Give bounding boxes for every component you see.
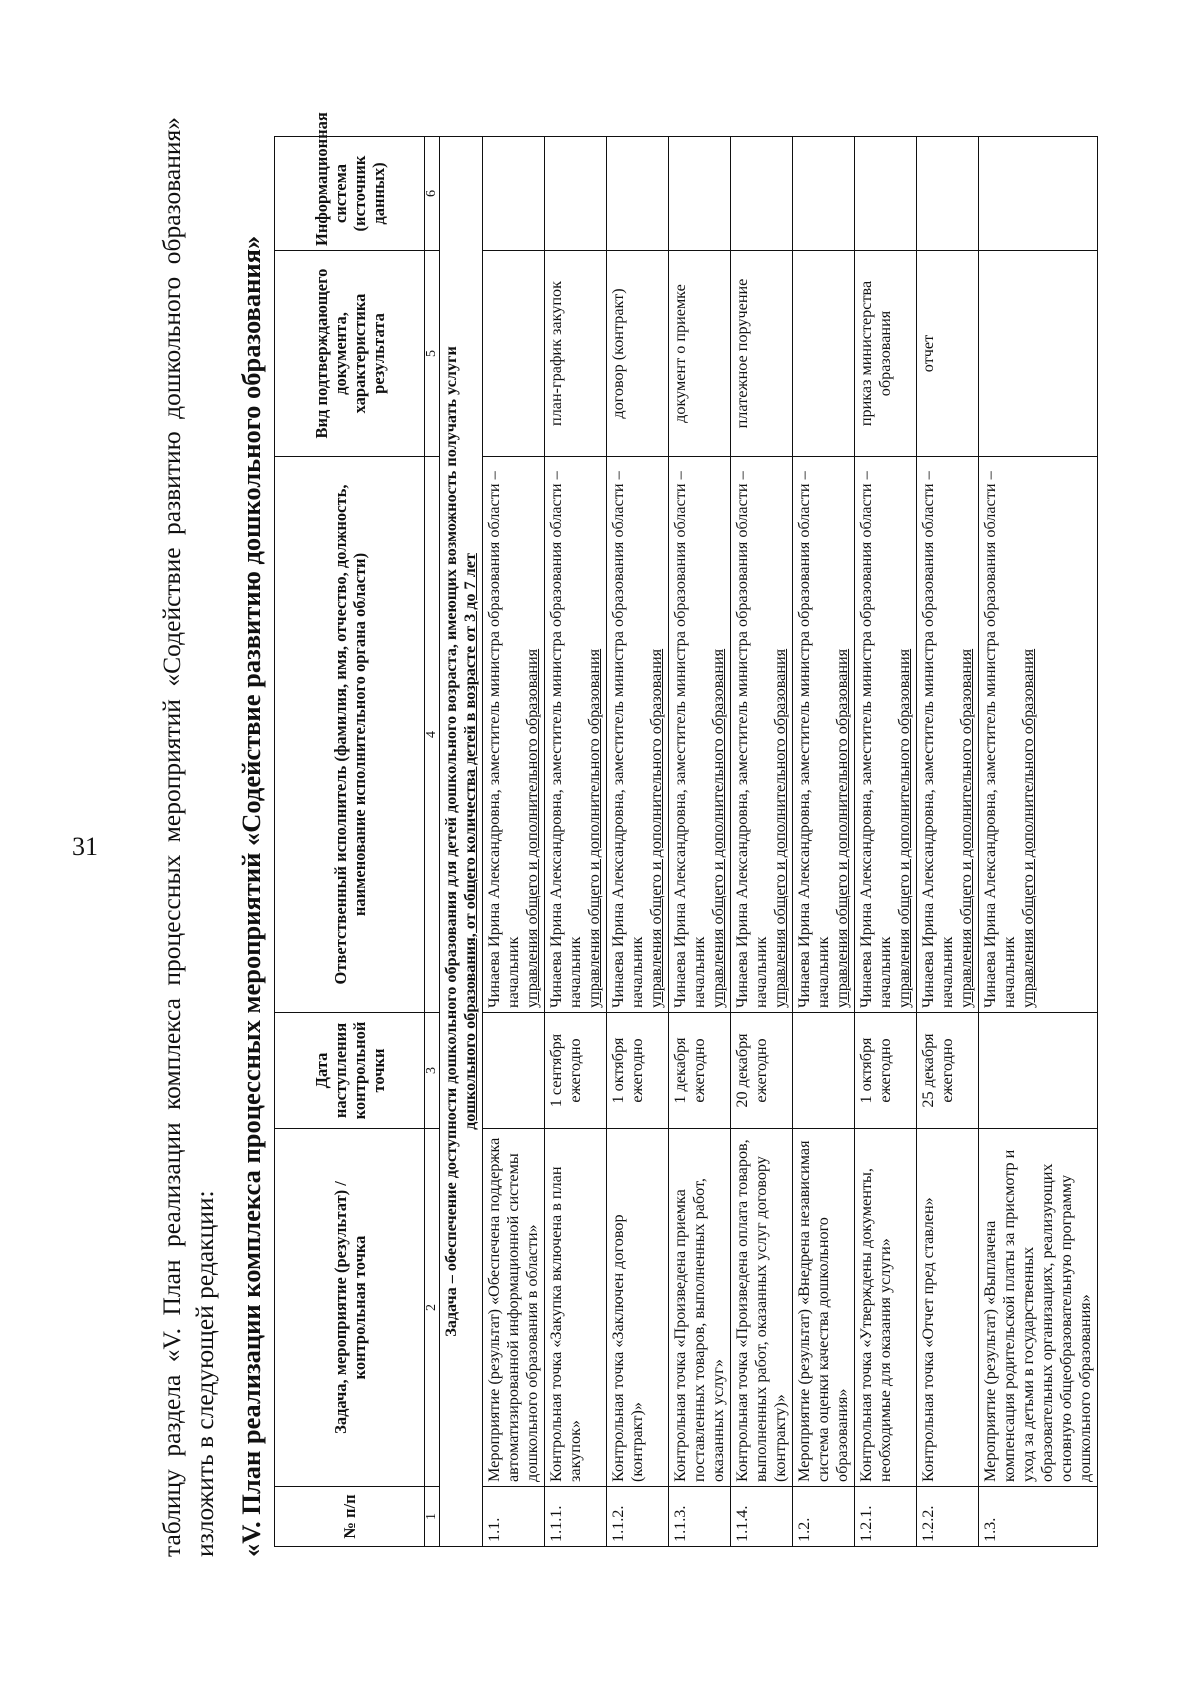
table-row: [793, 137, 855, 1547]
row-system: [483, 137, 545, 251]
row-responsible: [855, 457, 917, 1013]
row-number: 1.1.4.: [731, 1487, 793, 1547]
responsible-text: Чинаева Ирина Александровна, заместитель министра образования области – начальник: [981, 471, 1018, 1008]
row-system: [607, 137, 669, 251]
task-cell: [440, 137, 483, 1547]
row-responsible: [731, 457, 793, 1013]
row-document: план-график закупок: [545, 251, 607, 457]
responsible-text: Чинаева Ирина Александровна, заместитель министра образования области – начальник: [485, 471, 522, 1008]
responsible-department: управления общего и дополнительного образования: [771, 648, 789, 1008]
row-system: [545, 137, 607, 251]
table-body: [483, 137, 1098, 1547]
row-date: 1 декабря ежегодно: [669, 1013, 731, 1129]
responsible-text: Чинаева Ирина Александровна, заместитель министра образования области – начальник: [609, 471, 646, 1008]
row-number: 1.1.1.: [545, 1487, 607, 1547]
row-activity: Контрольная точка «Заключен договор (контракт)»: [607, 1129, 669, 1487]
header-row: [275, 137, 425, 1547]
responsible-department: управления общего и дополнительного образования: [647, 648, 665, 1008]
row-activity: Контрольная точка «Утверждены документы, необходимые для оказания услуги»: [855, 1129, 917, 1487]
row-responsible: [545, 457, 607, 1013]
row-activity: Мероприятие (результат) «Обеспечена поддержка автоматизированной информационной системы дошкольного образования в области»: [483, 1129, 545, 1487]
table-row: [917, 137, 979, 1547]
row-number: 1.1.: [483, 1487, 545, 1547]
row-activity: Мероприятие (результат) «Внедрена независимая система оценки качества дошкольного образования»: [793, 1129, 855, 1487]
task-row: [440, 137, 483, 1547]
responsible-department: управления общего и дополнительного образования: [709, 648, 727, 1008]
row-document: [979, 251, 1098, 457]
task-text-line2: дошкольного образования, от общего количества детей в возрасте от 3 до 7 лет: [461, 553, 479, 1130]
row-number: 1.2.2.: [917, 1487, 979, 1547]
row-number: 1.1.2.: [607, 1487, 669, 1547]
header-cell: № п/п: [275, 1487, 425, 1547]
row-date: [793, 1013, 855, 1129]
column-number-row: [425, 137, 440, 1547]
table-row: [731, 137, 793, 1547]
row-system: [731, 137, 793, 251]
row-document: отчет: [917, 251, 979, 457]
row-number: 1.3.: [979, 1487, 1098, 1547]
header-cell: Дата наступления контрольной точки: [275, 1013, 425, 1129]
row-date: [979, 1013, 1098, 1129]
row-system: [979, 137, 1098, 251]
responsible-department: управления общего и дополнительного образования: [833, 648, 851, 1008]
row-date: [483, 1013, 545, 1129]
table-row: [483, 137, 545, 1547]
row-activity: Контрольная точка «Отчет пред ставлен»: [917, 1129, 979, 1487]
page-number: 31: [72, 832, 98, 861]
column-number: 6: [425, 137, 440, 251]
row-activity: Мероприятие (результат) «Выплачена компенсация родительской платы за присмотр и уход за детьми в государственных образовательных организациях, реализующих основную общеобразовательную программу дошкольного образования»: [979, 1129, 1098, 1487]
row-number: 1.2.: [793, 1487, 855, 1547]
table-row: [979, 137, 1098, 1547]
table-row: [545, 137, 607, 1547]
header-cell: Задача, мероприятие (результат) / контрольная точка: [275, 1129, 425, 1487]
row-responsible: [669, 457, 731, 1013]
responsible-department: управления общего и дополнительного образования: [585, 648, 603, 1008]
responsible-department: управления общего и дополнительного образования: [523, 648, 541, 1008]
row-number: 1.1.3.: [669, 1487, 731, 1547]
row-document: приказ министерства образования: [855, 251, 917, 457]
row-activity: Контрольная точка «Закупка включена в план закупок»: [545, 1129, 607, 1487]
intro-paragraph: таблицу раздела «V. План реализации комплекса процессных мероприятий «Содействие развитию дошкольного образования» изложить в следующей редакции:: [157, 117, 219, 1557]
row-activity: Контрольная точка «Произведена приемка поставленных товаров, выполненных работ, оказанных услуг»: [669, 1129, 731, 1487]
task-text-line1: Задача – обеспечение доступности дошкольного образования для детей дошкольного возраста, имеющих возможность получать услуги: [442, 346, 460, 1337]
header-cell: Ответственный исполнитель (фамилия, имя, отчество, должность, наименование исполнительного органа области): [275, 457, 425, 1013]
row-date: 20 декабря ежегодно: [731, 1013, 793, 1129]
column-number: 3: [425, 1013, 440, 1129]
row-system: [855, 137, 917, 251]
row-date: 1 сентября ежегодно: [545, 1013, 607, 1129]
row-date: 25 декабря ежегодно: [917, 1013, 979, 1129]
row-date: 1 октября ежегодно: [855, 1013, 917, 1129]
row-responsible: [483, 457, 545, 1013]
section-heading: «V. План реализации комплекса процессных мероприятий «Содействие развитию дошкольного образования»: [236, 235, 266, 1557]
table-row: [855, 137, 917, 1547]
header-cell: Информационная система (источник данных): [275, 137, 425, 251]
row-system: [917, 137, 979, 251]
column-number: 1: [425, 1487, 440, 1547]
responsible-text: Чинаева Ирина Александровна, заместитель министра образования области – начальник: [733, 471, 770, 1008]
column-number: 2: [425, 1129, 440, 1487]
row-document: [793, 251, 855, 457]
responsible-department: управления общего и дополнительного образования: [957, 648, 975, 1008]
row-date: 1 октября ежегодно: [607, 1013, 669, 1129]
table-row: [607, 137, 669, 1547]
row-document: документ о приемке: [669, 251, 731, 457]
row-responsible: [607, 457, 669, 1013]
table-row: [669, 137, 731, 1547]
row-system: [669, 137, 731, 251]
responsible-text: Чинаева Ирина Александровна, заместитель министра образования области – начальник: [919, 471, 956, 1008]
column-number: 4: [425, 457, 440, 1013]
row-system: [793, 137, 855, 251]
row-document: договор (контракт): [607, 251, 669, 457]
row-responsible: [917, 457, 979, 1013]
row-document: [483, 251, 545, 457]
row-responsible: [979, 457, 1098, 1013]
column-number: 5: [425, 251, 440, 457]
responsible-text: Чинаева Ирина Александровна, заместитель министра образования области – начальник: [547, 471, 584, 1008]
responsible-department: управления общего и дополнительного образования: [1019, 648, 1037, 1008]
responsible-text: Чинаева Ирина Александровна, заместитель министра образования области – начальник: [671, 471, 708, 1008]
responsible-text: Чинаева Ирина Александровна, заместитель министра образования области – начальник: [795, 471, 832, 1008]
row-number: 1.2.1.: [855, 1487, 917, 1547]
plan-table: [274, 112, 1098, 1547]
row-activity: Контрольная точка «Произведена оплата товаров, выполненных работ, оказанных услуг договору (контракту)»: [731, 1129, 793, 1487]
row-responsible: [793, 457, 855, 1013]
responsible-department: управления общего и дополнительного образования: [895, 648, 913, 1008]
header-cell: Вид подтверждающего документа, характеристика результата: [275, 251, 425, 457]
responsible-text: Чинаева Ирина Александровна, заместитель министра образования области – начальник: [857, 471, 894, 1008]
row-document: платежное поручение: [731, 251, 793, 457]
